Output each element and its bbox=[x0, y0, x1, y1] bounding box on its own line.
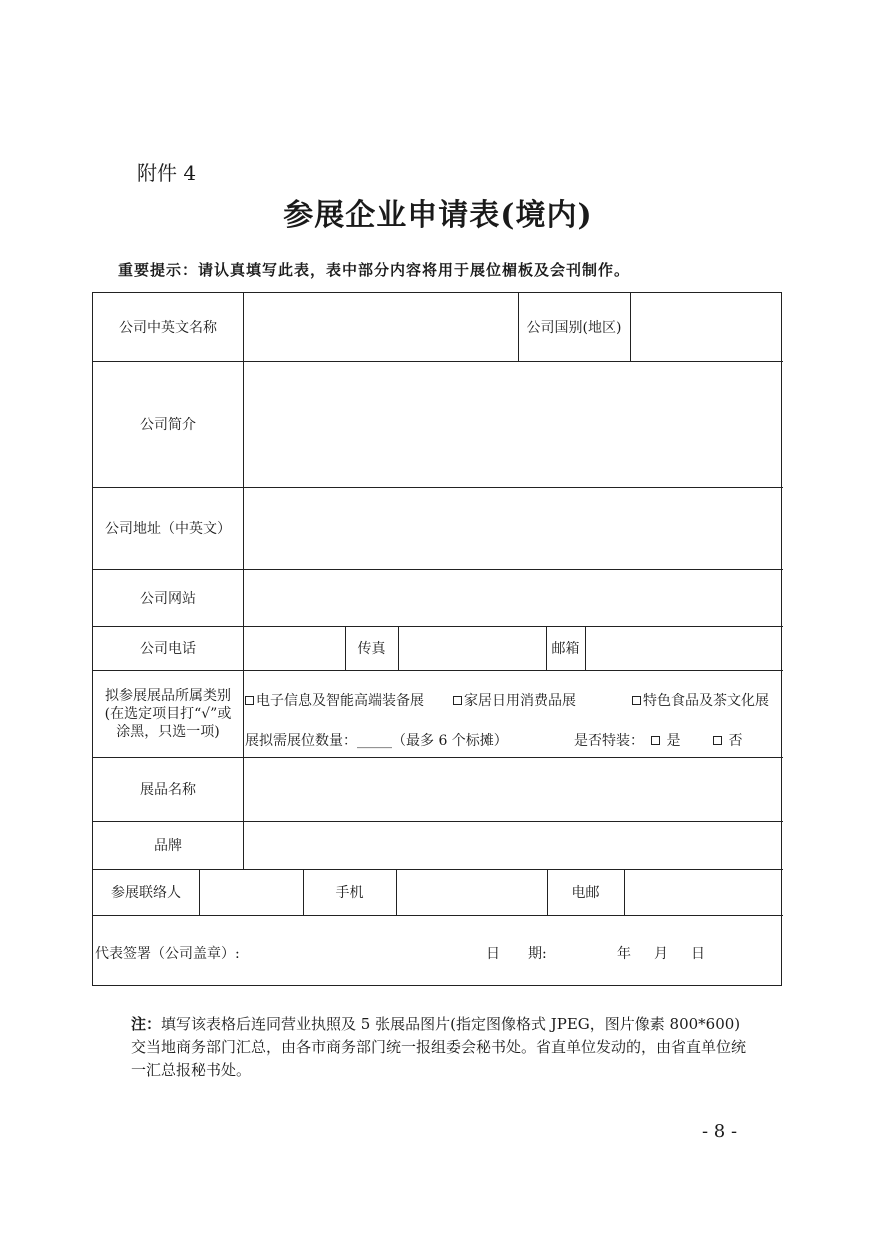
date-day: 日 bbox=[691, 946, 705, 962]
company-website-label: 公司网站 bbox=[140, 590, 196, 607]
category-label bbox=[93, 670, 243, 757]
date-month: 月 bbox=[654, 946, 668, 962]
company-country-label: 公司国别(地区) bbox=[526, 320, 622, 336]
date-label: 日 期: bbox=[486, 946, 547, 962]
contact-email-label: 电邮 bbox=[571, 885, 600, 901]
fax-field[interactable] bbox=[399, 627, 545, 669]
application-form bbox=[92, 292, 782, 986]
company-intro-field[interactable] bbox=[244, 362, 781, 486]
brand-label: 品牌 bbox=[154, 838, 182, 854]
email-label: 邮箱 bbox=[551, 641, 580, 657]
company-website-field[interactable] bbox=[244, 570, 781, 625]
category-label-line3: 涂黑，只选一项) bbox=[116, 723, 220, 740]
category-label-line2: (在选定项目打“√”或 bbox=[104, 705, 232, 722]
checkbox-icon[interactable] bbox=[453, 696, 462, 705]
category-label-line1: 拟参展展品所属类别 bbox=[105, 687, 231, 704]
company-phone-field[interactable] bbox=[244, 627, 344, 669]
footer-note bbox=[131, 1013, 751, 1082]
page-number: - 8 - bbox=[702, 1121, 738, 1142]
special-build-label: 是否特装： bbox=[574, 733, 644, 749]
mobile-label: 手机 bbox=[335, 885, 364, 901]
company-intro-label: 公司简介 bbox=[140, 417, 196, 433]
contact-email-field[interactable] bbox=[625, 870, 781, 914]
signature-label: 代表签署（公司盖章）: bbox=[95, 946, 240, 962]
company-phone-label: 公司电话 bbox=[140, 641, 196, 657]
mobile-field[interactable] bbox=[397, 870, 546, 914]
checkbox-icon[interactable] bbox=[651, 736, 660, 745]
company-name-field[interactable] bbox=[244, 294, 517, 360]
contact-person-label: 参展联络人 bbox=[111, 885, 181, 901]
checkbox-icon[interactable] bbox=[245, 696, 254, 705]
checkbox-icon[interactable] bbox=[713, 736, 722, 745]
brand-field[interactable] bbox=[244, 822, 781, 868]
important-notice: 重要提示：请认真填写此表，表中部分内容将用于展位楣板及会刊制作。 bbox=[118, 261, 631, 279]
note-prefix: 注： bbox=[131, 1015, 162, 1033]
product-name-field[interactable] bbox=[244, 758, 781, 820]
company-address-field[interactable] bbox=[244, 488, 781, 568]
category-option-household[interactable]: 家居日用消费品展 bbox=[453, 690, 576, 710]
special-build-yes[interactable]: 是 bbox=[651, 730, 680, 750]
special-build-no[interactable]: 否 bbox=[713, 730, 742, 750]
contact-person-field[interactable] bbox=[200, 870, 302, 914]
company-name-label: 公司中英文名称 bbox=[119, 320, 217, 336]
attachment-label: 附件 4 bbox=[137, 161, 197, 185]
fax-label: 传真 bbox=[357, 641, 386, 657]
category-option-food-tea[interactable]: 特色食品及茶文化展 bbox=[632, 690, 769, 710]
page-title: 参展企业申请表(境内) bbox=[283, 198, 593, 233]
row-divider bbox=[93, 915, 783, 916]
booth-quantity-text: 展拟需展位数量：_____（最多 6 个标摊） bbox=[245, 733, 508, 749]
email-field[interactable] bbox=[586, 627, 781, 669]
note-text: 填写该表格后连同营业执照及 5 张展品图片(指定图像格式 JPEG，图片像素 800*600)交当地商务部门汇总，由各市商务部门统一报组委会秘书处。省直单位发动的，由省直单位统一汇总报秘书处。 bbox=[131, 1015, 747, 1079]
company-country-field[interactable] bbox=[631, 294, 781, 360]
checkbox-icon[interactable] bbox=[632, 696, 641, 705]
product-name-label: 展品名称 bbox=[140, 782, 196, 798]
company-address-label: 公司地址（中英文） bbox=[105, 521, 231, 537]
date-year: 年 bbox=[617, 946, 631, 962]
category-option-electronics[interactable]: 电子信息及智能高端装备展 bbox=[245, 690, 424, 710]
